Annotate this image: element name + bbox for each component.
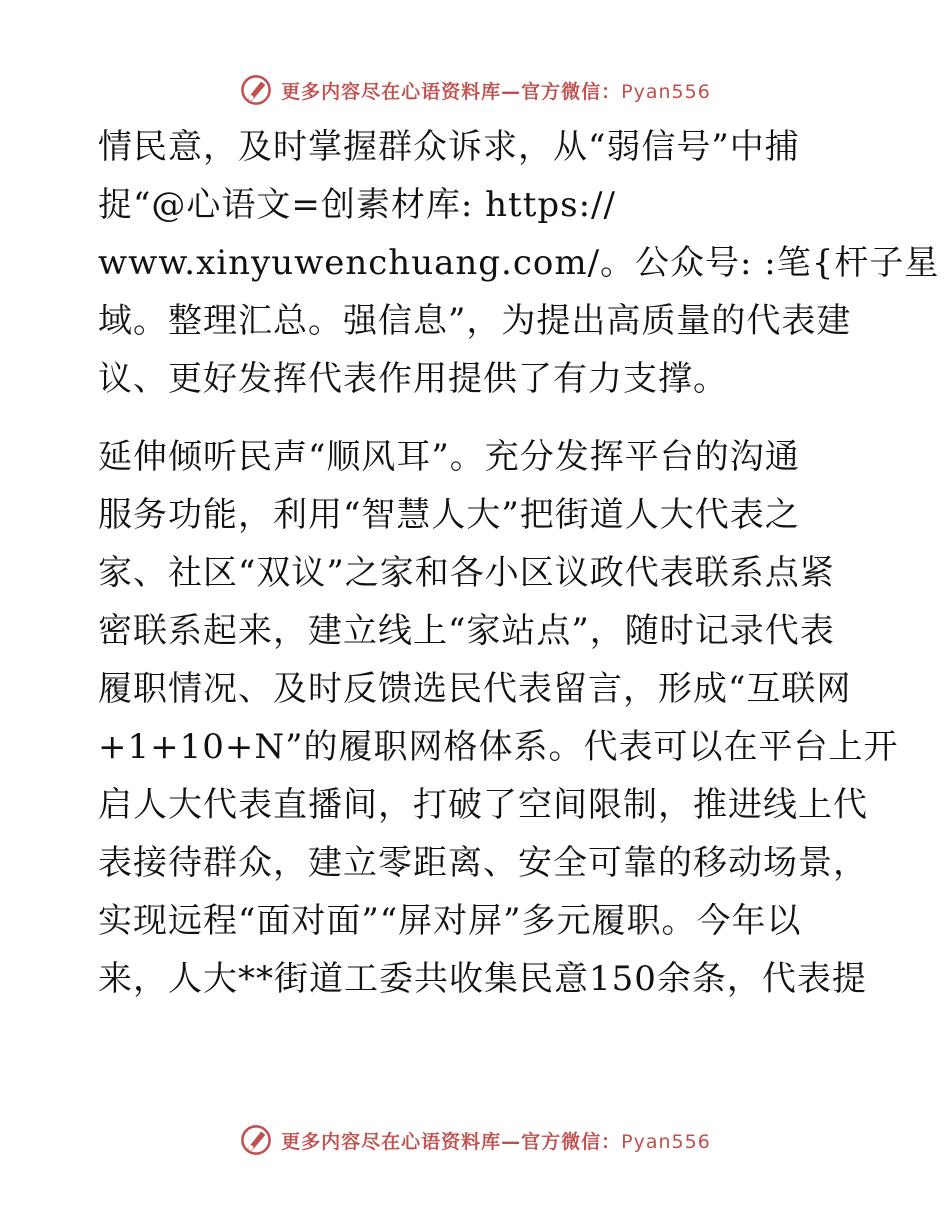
text-line: 实现远程“面对面”“屏对屏”多元履职。今年以 xyxy=(98,901,802,941)
text-line: 域。整理汇总。强信息”，为提出高质量的代表建 xyxy=(98,301,852,341)
header-banner xyxy=(0,70,950,110)
text-line: 履职情况、及时反馈选民代表留言，形成“互联网 xyxy=(98,669,852,709)
header-banner-text xyxy=(281,77,711,104)
text-line: 来，人大**街道工委共收集民意150余条，代表提 xyxy=(98,959,867,999)
text-line: 捉“@心语文=创素材库: https:// xyxy=(98,185,616,225)
footer-banner xyxy=(0,1120,950,1160)
paragraph-gap xyxy=(98,408,858,428)
footer-wechat-id: Pyan556 xyxy=(621,1130,711,1153)
footer-banner-label: 更多内容尽在心语资料库—官方微信： xyxy=(281,1130,622,1153)
text-line: 议、更好发挥代表作用提供了有力支撑。 xyxy=(98,359,728,399)
document-body xyxy=(98,118,940,1008)
text-line: +1+10+N”的履职网格体系。代表可以在平台上开 xyxy=(98,727,899,767)
text-line: 服务功能，利用“智慧人大”把街道人大代表之 xyxy=(98,495,800,535)
header-wechat-id: Pyan556 xyxy=(621,80,711,103)
text-line: 延伸倾听民声“顺风耳”。充分发挥平台的沟通 xyxy=(98,437,800,477)
pen-logo-icon xyxy=(239,73,273,107)
text-line: 表接待群众，建立零距离、安全可靠的移动场景， xyxy=(98,843,868,883)
text-line: 密联系起来，建立线上“家站点”，随时记录代表 xyxy=(98,611,835,651)
footer-banner-text xyxy=(281,1127,711,1154)
text-line: 家、社区“双议”之家和各小区议政代表联系点紧 xyxy=(98,553,835,593)
header-banner-label: 更多内容尽在心语资料库—官方微信： xyxy=(281,80,622,103)
text-line: 情民意，及时掌握群众诉求，从“弱信号”中捕 xyxy=(98,127,800,167)
text-line: www.xinyuwenchuang.com/。公众号: :笔{杆子星 xyxy=(98,243,940,283)
pen-logo-icon xyxy=(239,1123,273,1157)
text-line: 启人大代表直播间，打破了空间限制，推进线上代 xyxy=(98,785,868,825)
